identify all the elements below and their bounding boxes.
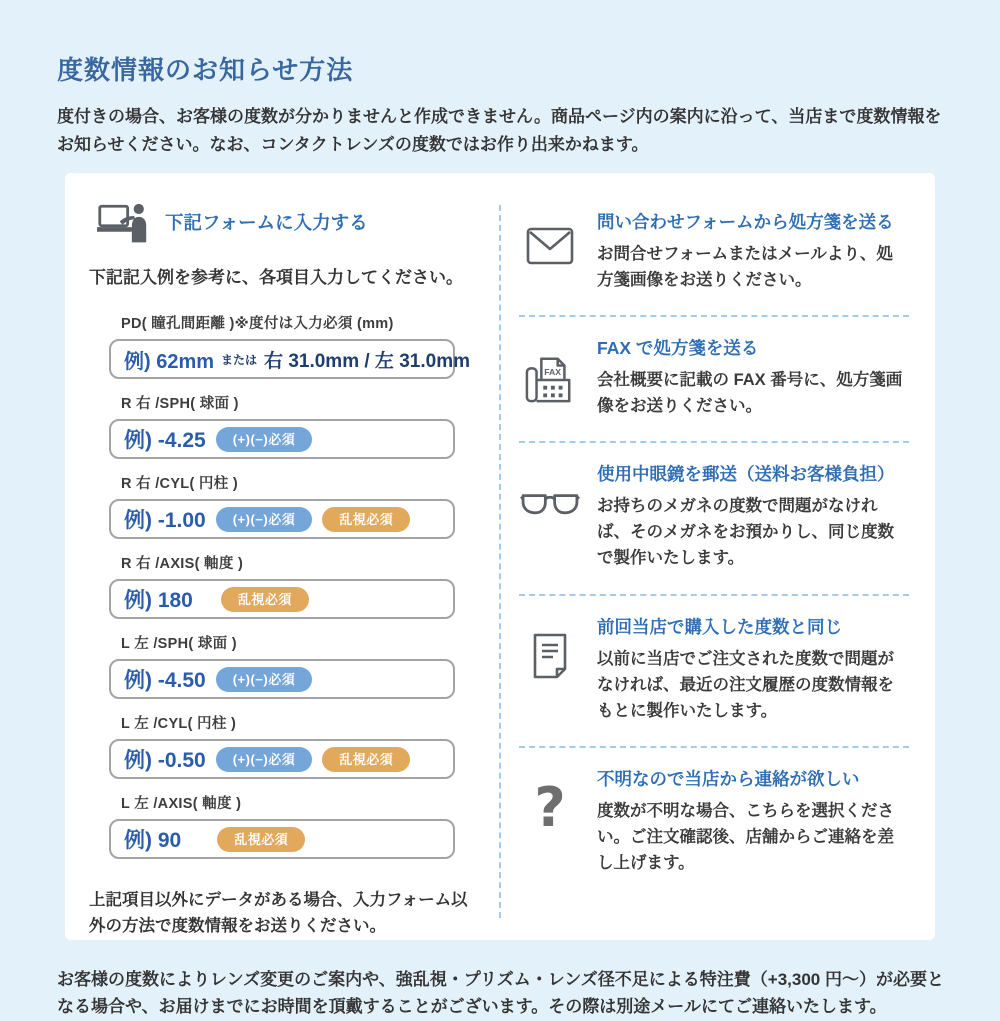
- form-field-pd: [89, 312, 499, 379]
- form-field-r-cyl: [89, 472, 499, 539]
- method-body: 度数が不明な場合、こちらを選択ください。ご注文確認後、店舗からご連絡を差し上げます。: [597, 801, 894, 872]
- methods-column: [499, 173, 935, 940]
- example-value: 例) -4.25: [124, 429, 206, 453]
- method-body: お問合せフォームまたはメールより、処方箋画像をお送りください。: [597, 245, 893, 290]
- field-label: R 右 /SPH( 球面 ): [121, 396, 239, 413]
- sign-required-badge: (+)(−)必須: [216, 507, 313, 532]
- form-field-l-cyl: [89, 712, 499, 779]
- method-item-previous-order: [519, 598, 909, 744]
- form-field-l-axis: [89, 792, 499, 859]
- form-field-r-sph: [89, 392, 499, 459]
- field-example-box: [109, 819, 455, 859]
- astigmatism-required-badge: 乱視必須: [217, 827, 305, 852]
- field-label: R 右 /CYL( 円柱 ): [121, 476, 238, 493]
- example-value: 例) 62mm: [124, 350, 215, 373]
- method-item-fax: [519, 319, 909, 439]
- sign-required-badge: (+)(−)必須: [216, 667, 313, 692]
- dashed-divider: [519, 315, 909, 317]
- field-example-box: [109, 419, 455, 459]
- form-field-l-sph: [89, 632, 499, 699]
- method-item-unknown: [519, 750, 909, 896]
- example-value: 例) -4.50: [124, 669, 206, 693]
- method-title: 使用中眼鏡を郵送（送料お客様負担）: [597, 464, 895, 485]
- field-example-box: [109, 579, 455, 619]
- form-instruction: 下記記入例を参考に、各項目入力してください。: [89, 268, 463, 288]
- footer-note: お客様の度数によりレンズ変更のご案内や、強乱視・プリズム・レンズ径不足による特注費（+3,300 円〜）が必要となる場合や、お届けまでにお時間を頂戴することがございます。その際は別途メールにてご連絡いたします。: [57, 969, 944, 1017]
- fax-icon: [519, 335, 581, 419]
- method-body: 会社概要に記載の FAX 番号に、処方箋画像をお送りください。: [597, 371, 903, 416]
- method-title: 問い合わせフォームから処方箋を送る: [597, 212, 894, 233]
- field-example-box: [109, 499, 455, 539]
- method-title: FAX で処方箋を送る: [597, 338, 759, 359]
- form-note: 上記項目以外にデータがある場合、入力フォーム以外の方法で度数情報をお送りください。: [89, 891, 468, 936]
- example-value: 例) 90: [124, 829, 182, 853]
- example-connector: または: [221, 352, 258, 367]
- field-label: L 左 /AXIS( 軸度 ): [121, 796, 242, 813]
- field-example-box: [109, 739, 455, 779]
- example-value: 例) -1.00: [124, 509, 206, 533]
- intro-text: 度付きの場合、お客様の度数が分かりませんと作成できません。商品ページ内の案内に沿って、当店まで度数情報をお知らせください。なお、コンタクトレンズの度数ではお作り出来かねます。: [57, 107, 942, 154]
- dashed-divider: [519, 594, 909, 596]
- question-icon: [519, 766, 581, 876]
- method-title: 不明なので当店から連絡が欲しい: [597, 768, 860, 789]
- method-body: お持ちのメガネの度数で問題がなければ、そのメガネをお預かりし、同じ度数で製作いたします。: [597, 497, 894, 568]
- example-value-2: 右 31.0mm / 左 31.0mm: [264, 350, 470, 372]
- field-label: R 右 /AXIS( 軸度 ): [121, 556, 244, 573]
- field-label: PD( 瞳孔間距離 )※度付は入力必須 (mm): [121, 316, 394, 333]
- sign-required-badge: (+)(−)必須: [216, 747, 313, 772]
- method-item-mail-glasses: [519, 445, 909, 591]
- person-at-screen-icon: [97, 201, 149, 243]
- form-column: [65, 173, 499, 940]
- envelope-icon: [519, 209, 581, 293]
- fax-icon-label: FAX: [544, 367, 562, 378]
- field-label: L 左 /CYL( 円柱 ): [121, 716, 237, 733]
- dashed-divider: [519, 746, 909, 748]
- sign-required-badge: (+)(−)必須: [216, 427, 313, 452]
- method-body: 以前に当店でご注文された度数で問題がなければ、最近の注文履歴の度数情報をもとに製作いたします。: [597, 649, 894, 720]
- example-value: 例) -0.50: [124, 749, 206, 773]
- astigmatism-required-badge: 乱視必須: [322, 747, 410, 772]
- info-panel: [65, 173, 935, 940]
- astigmatism-required-badge: 乱視必須: [322, 507, 410, 532]
- method-item-contact-form: [519, 193, 909, 313]
- field-example-box: [109, 339, 470, 379]
- field-example-box: [109, 659, 455, 699]
- field-label: L 左 /SPH( 球面 ): [121, 636, 237, 653]
- glasses-icon: [519, 461, 581, 571]
- form-heading: 下記フォームに入力する: [165, 212, 368, 234]
- form-header: [97, 201, 499, 243]
- method-title: 前回当店で購入した度数と同じ: [597, 616, 842, 637]
- dashed-divider: [519, 441, 909, 443]
- astigmatism-required-badge: 乱視必須: [221, 587, 309, 612]
- document-icon: [519, 614, 581, 724]
- form-field-r-axis: [89, 552, 499, 619]
- example-value: 例) 180: [124, 589, 193, 613]
- question-mark-glyph: ?: [534, 775, 566, 839]
- vertical-dashed-divider: [499, 205, 501, 918]
- page-title: 度数情報のお知らせ方法: [57, 55, 354, 85]
